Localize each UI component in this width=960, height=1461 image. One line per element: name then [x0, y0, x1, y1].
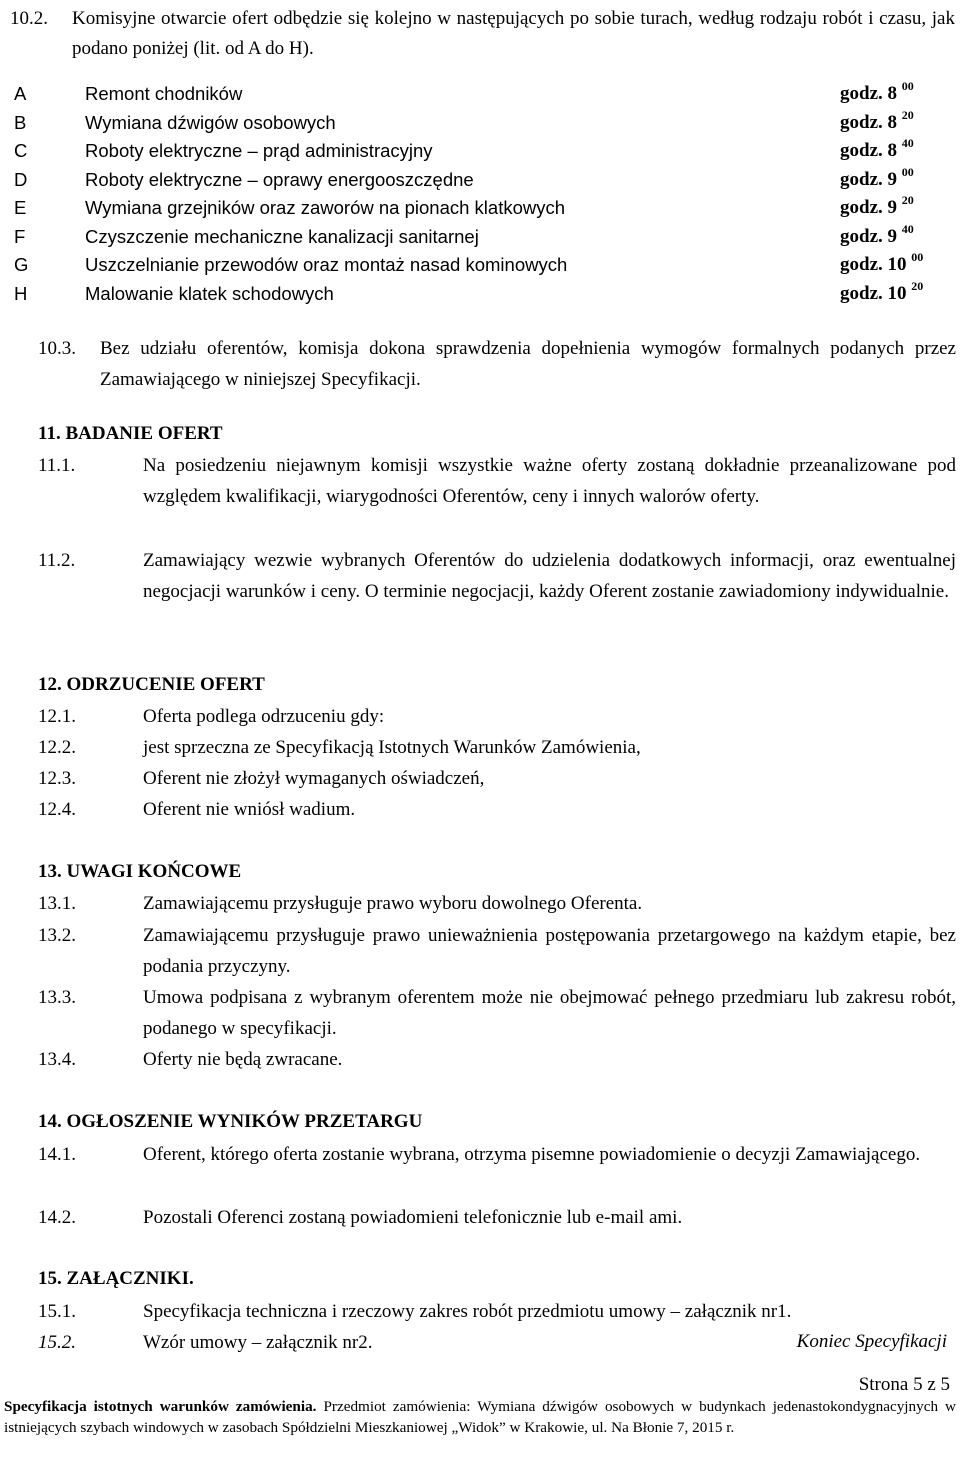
item-number: 14.2. — [38, 1207, 76, 1228]
schedule-code: B — [14, 111, 27, 133]
item-text: Na posiedzeniu niejawnym komisji wszystkie ważne oferty zostaną dokładnie przeanalizowane pod względem kwalifikacji, wiarygodności Oferentów, ceny i innych walorów oferty. — [143, 455, 956, 507]
item-number: 15.1. — [38, 1301, 76, 1322]
schedule-work: Uszczelnianie przewodów oraz montaż nasad kominowych — [85, 254, 568, 275]
schedule-time: godz. 9 $^{40}$ — [840, 221, 914, 247]
item-text: Pozostali Oferenci zostaną powiadomieni telefonicznie lub e-mail ami. — [143, 1207, 683, 1228]
item-text: jest sprzeczna ze Specyfikacją Istotnych Warunków Zamówienia, — [143, 737, 641, 758]
item-12-2 — [38, 732, 956, 763]
schedule-time: godz. 10 $^{20}$ — [840, 278, 924, 304]
section-heading-11: 11. BADANIE OFERT — [38, 423, 223, 444]
schedule-row — [10, 194, 954, 223]
section-heading-13: 13. UWAGI KOŃCOWE — [38, 861, 242, 882]
schedule-code: E — [14, 197, 27, 218]
schedule-row — [10, 223, 954, 252]
footer-text: Przedmiot zamówienia: Wymiana dźwigów osobowych w budynkach jedenastokondygnacyjnych w istniejących szybach windowych w zasobach Spółdzielni Mieszkaniowej „Widok” w Krakowie, ul. Na Błonie 7, 2015 r. — [4, 1398, 956, 1436]
schedule-code: H — [14, 282, 28, 304]
paragraph-text: Komisyjne otwarcie ofert odbędzie się kolejno w następujących po sobie turach, według rodzaju robót i czasu, jak podano poniżej (lit. od A do H). — [72, 8, 955, 59]
schedule-time: godz. 9 $^{20}$ — [840, 193, 914, 218]
schedule-row — [10, 251, 954, 280]
paragraph-text: Bez udziału oferentów, komisja dokona sprawdzenia dopełnienia wymogów formalnych podanych przez Zamawiającego w niniejszej Specyfikacji. — [100, 338, 956, 390]
item-text: Oferent nie wniósł wadium. — [143, 799, 356, 820]
schedule-time: godz. 10 $^{00}$ — [840, 250, 924, 275]
item-number: 12.2. — [38, 737, 76, 758]
schedule-row — [10, 166, 954, 195]
schedule-code: A — [14, 83, 27, 104]
item-number: 13.4. — [38, 1049, 76, 1070]
section-heading-15: 15. ZAŁĄCZNIKI. — [38, 1268, 194, 1289]
item-number: 12.1. — [38, 706, 76, 727]
item-13-2 — [38, 920, 956, 982]
page-number: Strona 5 z 5 — [858, 1374, 950, 1395]
schedule-row — [10, 80, 954, 109]
schedule-work: Wymiana grzejników oraz zaworów na pionach klatkowych — [85, 197, 566, 218]
footer-lead: Specyfikacja istotnych warunków zamówienia. — [4, 1398, 317, 1415]
schedule-time: godz. 8 $^{20}$ — [840, 107, 914, 133]
schedule-row — [10, 109, 954, 138]
schedule-work: Remont chodników — [85, 83, 243, 104]
schedule-code: G — [14, 254, 29, 275]
item-12-1 — [38, 701, 956, 732]
item-number: 12.4. — [38, 799, 76, 820]
schedule-code: D — [14, 168, 28, 190]
item-number: 13.1. — [38, 893, 76, 914]
item-text: Umowa podpisana z wybranym oferentem może nie obejmować pełnego przedmiaru lub zakresu robót, podanego w specyfikacji. — [143, 987, 956, 1039]
item-14-1 — [38, 1139, 956, 1170]
item-number: 12.3. — [38, 768, 76, 789]
schedule-row — [10, 137, 954, 166]
item-number: 11.1. — [38, 455, 76, 476]
schedule-row — [10, 280, 954, 309]
item-14-2 — [38, 1202, 956, 1233]
item-13-4 — [38, 1044, 956, 1075]
item-number: 15.2. — [38, 1332, 76, 1353]
schedule-time: godz. 8 $^{00}$ — [840, 79, 914, 104]
paragraph-number: 10.2. — [10, 8, 48, 29]
item-text: Specyfikacja techniczna i rzeczowy zakres robót przedmiotu umowy – załącznik nr1. — [143, 1301, 792, 1322]
page-footer — [4, 1396, 956, 1438]
paragraph-10-3 — [38, 333, 956, 395]
schedule-time: godz. 9 $^{00}$ — [840, 164, 914, 190]
item-text: Zamawiający wezwie wybranych Oferentów do udzielenia dodatkowych informacji, oraz ewentualnej negocjacji warunków i ceny. O terminie negocjacji, każdy Oferent zostanie zawiadomiony indywidualnie. — [143, 550, 956, 602]
item-13-1 — [38, 888, 956, 919]
item-text: Zamawiającemu przysługuje prawo wyboru dowolnego Oferenta. — [143, 893, 643, 914]
item-text: Zamawiającemu przysługuje prawo unieważnienia postępowania przetargowego na każdym etapie, bez podania przyczyny. — [143, 925, 956, 977]
section-heading-12: 12. ODRZUCENIE OFERT — [38, 674, 265, 695]
item-text: Oferta podlega odrzuceniu gdy: — [143, 706, 385, 727]
item-number: 13.2. — [38, 925, 76, 946]
item-12-3 — [38, 763, 956, 794]
opening-schedule-table — [10, 80, 954, 308]
paragraph-number: 10.3. — [38, 338, 76, 359]
item-number: 13.3. — [38, 987, 76, 1008]
schedule-code: F — [14, 225, 26, 247]
end-of-specification-note: Koniec Specyfikacji — [796, 1331, 947, 1352]
item-15-1 — [38, 1296, 956, 1327]
item-text: Oferent, którego oferta zostanie wybrana, otrzyma pisemne powiadomienie o decyzji Zamawiającego. — [143, 1144, 921, 1165]
item-12-4 — [38, 794, 956, 825]
schedule-work: Roboty elektryczne – prąd administracyjny — [85, 140, 433, 161]
schedule-work: Malowanie klatek schodowych — [85, 282, 334, 304]
schedule-work: Roboty elektryczne – oprawy energooszczędne — [85, 168, 474, 190]
item-13-3 — [38, 982, 956, 1044]
item-11-1 — [38, 450, 956, 512]
schedule-time: godz. 8 $^{40}$ — [840, 136, 914, 161]
paragraph-10-2 — [10, 4, 955, 64]
item-text: Wzór umowy – załącznik nr2. — [143, 1332, 373, 1353]
item-number: 14.1. — [38, 1144, 76, 1165]
schedule-work: Wymiana dźwigów osobowych — [85, 111, 336, 133]
item-text: Oferent nie złożył wymaganych oświadczeń, — [143, 768, 485, 789]
schedule-work: Czyszczenie mechaniczne kanalizacji sanitarnej — [85, 225, 479, 247]
item-11-2 — [38, 545, 956, 607]
item-number: 11.2. — [38, 550, 76, 571]
item-text: Oferty nie będą zwracane. — [143, 1049, 343, 1070]
section-heading-14: 14. OGŁOSZENIE WYNIKÓW PRZETARGU — [38, 1111, 423, 1132]
schedule-code: C — [14, 140, 28, 161]
